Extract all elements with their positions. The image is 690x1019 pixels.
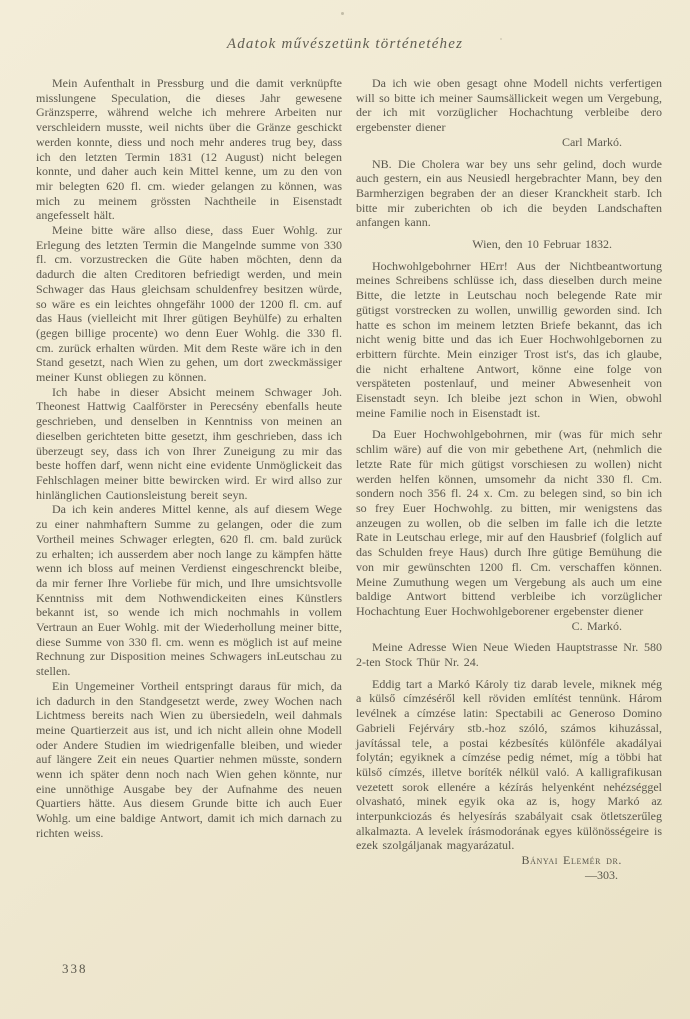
signature: C. Markó. (571, 618, 622, 633)
dateline: Wien, den 10 Februar 1832. (472, 237, 612, 252)
signature: Carl Markó. (561, 134, 622, 149)
paper-speck (341, 12, 344, 15)
left-column (36, 76, 342, 883)
signature: Bányai Elemér dr. (521, 853, 622, 868)
paragraph: Mein Aufenthalt in Pressburg und die damit verknüpfte misslungene Speculation, die dieses Jahr gewesene Gränzsperre, während welche ich mehrere Arbeiten nur verschleidern musste, weil nichts über die Gränze geschickt werden konnte, diess und noch mehr anderes trug bey, dass ich den letzten Termin 1831 (12 August) nicht belegen konnte, und daher auch kein Mittel kenne, um zu den von mir belegten 620 fl. cm. wieder gelangen zu können, was mich zu meinem grössten Nachtheile in Eisenstadt angefesselt hält. (36, 76, 342, 223)
right-column (356, 76, 662, 883)
reference-number: —303. (585, 867, 618, 882)
paragraph: Da ich wie oben gesagt ohne Modell nichts verfertigen will so bitte ich meiner Saumsällickeit wegen um Vergebung, der ich mit vorzüglicher Hochachtung verbleibe dero ergebenster diener (356, 76, 662, 135)
paper-speck (500, 38, 502, 40)
page-header: Adatok művészetünk történetéhez (226, 36, 464, 52)
paragraph: Da ich kein anderes Mittel kenne, als auf diesem Wege zu einer nahmhaftern Summe zu gelangen, oder die zum Vortheil meines Schwager erlegten, 620 fl. cm. bald zurück zu erhalten; ich ausserdem aber noch lange zu kämpfen hätte wenn ich bloss auf meinen Verdienst eingeschrenckt bleibe, da mir ferner Ihre Vorliebe für mich, und Ihre umsichtsvolle Kenntniss mit dem Nothwendickeiten eines Künstlers bekannt ist, so wende ich mich nochmahls in vollem Vertraun an Euer Wohlg. mit der Wiederhollung meiner bitte, diese Summe von 330 fl. cm. wenn es möglich ist auf meine Rechnung zur Disposition meines Schwagers inLeutschau zu stellen. (36, 502, 342, 679)
paragraph: Meine Adresse Wien Neue Wieden Hauptstrasse Nr. 580 2-ten Stock Thür Nr. 24. (356, 640, 662, 670)
text-columns (0, 53, 690, 883)
paragraph: Ich habe in dieser Absicht meinem Schwager Joh. Theonest Hattwig Caalförster in Perecsény ebenfalls heute geschrieben, und denselben in Kenntniss von meinen an dieselben gerichteten bitte gesetzt, ihm geschrieben, dass ich überzeugt sey, dass ich von Ihrer Zuneigung zu mir das beste hoffen darf, wenn nicht eine evidente Unmöglickeit das Fehlschlagen meiner bitte bewircken wird. Er wird allso zur hinlänglichen Cautionsleistung bereit seyn. (36, 384, 342, 502)
paragraph: Meine bitte wäre allso diese, dass Euer Wohlg. zur Erlegung des letzten Termin die Mangelnde summe von 330 fl. cm. vorzustrecken die Güte haben möchten, denn da dadurch die alten Creditoren befriedigt werden, und mein Schwager das Haus gleichsam schuldenfrey besitzen würde, so wäre es ein leichtes ohngefähr 1000 der 1200 fl. cm. auf das Haus (vielleicht mit Ihrer gütigen Beyhülfe) zu erhalten (gegen billige procente) wo denn Euer Wohlg. die 330 fl. cm. zurück erhalten würden. Mit dem Reste wäre ich in den Stand gesetzt, nach Wien zu gehen, um dort zweckmässiger meiner Kunst obliegen zu können. (36, 223, 342, 385)
paragraph: Hochwohlgebohrner HErr! Aus der Nichtbeantwortung meines Schreibens schlüsse ich, dass dieselben durch meine Bitte, die letzte in Leutschau noch belegende Rate mir gütigst vorstrecken zu wollen, unwillig geworden sind. Ich hatte es schon im meinem letzten Briefe bekannt, das ich nicht wenig bitte und das ich Euer Hochwohlgebornen zu erbittern fürchte. Mein einziger Trost ist's, das ich glaube, die nicht erhaltene Antwort, könne eine folge von verspäteten postenlauf, und meiner Abwesenheit von Eisenstadt seyn. Ich bleibe jezt schon in Wien, obwohl meine Familie noch in Eisenstadt ist. (356, 258, 662, 420)
paragraph: NB. Die Cholera war bey uns sehr gelind, doch wurde auch gestern, ein aus Neusiedl hergebrachter Mann, bey den Barmherzigen begraben der an dieser Kranckheit starb. Ich bitte mir zuberichten ob ich die beyden Landschaften anfangen kann. (356, 156, 662, 230)
paragraph: Eddig tart a Markó Károly tiz darab levele, miknek még a külső címzéséről kell röviden említést tennünk. Három levélnek a címzése latin: Spectabili ac Generoso Domino Gabrieli Fejérváry stb.-hoz szóló, számos kihuzással, javítással tele, a postai kézbesítés különféle akadályai folytán; egyiknek a címzése pedig német, míg a többi hat külső címzés, illetve boríték nélkül való. A kalligrafikusan vezetett sorok ellenére a kézírás helyenként nehézséggel olvasható, minek egyik oka az is, hogy Markó az interpunkciozás és helyesírás szabályait csak ötletszerűleg alkalmazta. A levelek írásmodorának egyes különösségeire is ezek szolgáljanak magyarázatul. (356, 676, 662, 853)
paragraph: Da Euer Hochwohlgebohrnen, mir (was für mich sehr schlim wäre) auf die von mir gebethene Art, (nehmlich die letzte Rate für mich gütigst vorschiesen zu wollen) nicht werden helfen können, umsomehr da nicht 330 fl. Cm. sondern noch 356 fl. 24 x. Cm. zu belegen sind, so bin ich so frey Euer Hochwohlg. zu bitten, mir wenigstens das anzeugen zu wollen, ob die selben im falle ich die letzte Rate in Leutschau erlege, mir auf den Hausbrief (folglich auf das Schulden freye Haus) durch Ihre gütige Bemühung die von mir gewünschten 1200 fl. Cm. verschaffen können. Meine Zumuthung wegen um Vergebung als auch um eine baldige Antwort bittend verbleibe ich vorzüglicher Hochachtung Euer Hochwohlgeborener ergebenster diener (356, 427, 662, 618)
page-number: 338 (62, 961, 88, 976)
paragraph: Ein Ungemeiner Vortheil entspringt daraus für mich, da ich dadurch in den Standgesetzt werde, zwey Wochen nach Lichtmess bereits nach Wien zu übersiedeln, weil dahmals meine Quartierzeit aus ist, und ich nicht allein ohne Modell oder Andere Studien im wiedrigenfalle bleiben, und wieder auf längere Zeit ein neues Quartier nehmen müsste, sondern wenn ich später denn noch nach Wien gehen könnte, nur eine unnöthige Ausgabe bey der Aufnahme des neuen Quartiers hätte. Aus diesem Grunde bitte ich auch Euer Wohlg. um eine baldige Antwort, damit ich mich darnach zu richten weiss. (36, 678, 342, 840)
